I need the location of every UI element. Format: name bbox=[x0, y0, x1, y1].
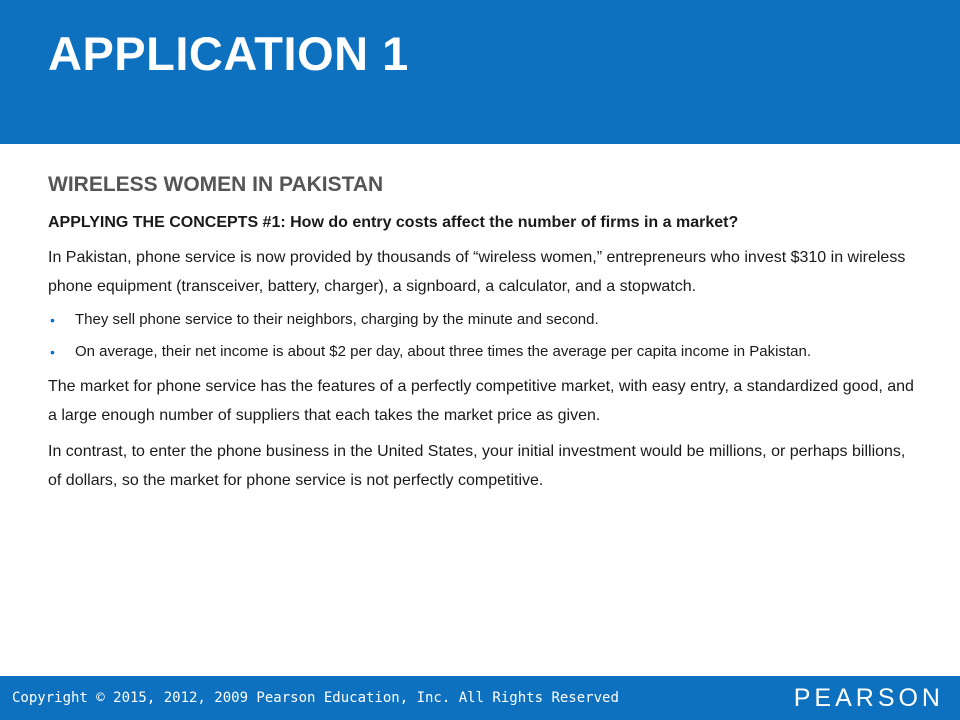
header-banner bbox=[0, 0, 960, 144]
paragraph-market: The market for phone service has the features of a perfectly competitive market, with easy entry, a standardized good, and a large enough number of suppliers that each takes the market price as given. bbox=[48, 378, 914, 424]
slide-content bbox=[48, 170, 920, 502]
bullet-item bbox=[48, 340, 920, 364]
bullet-list bbox=[48, 308, 920, 364]
bullet-icon: • bbox=[50, 344, 55, 360]
bullet-text: On average, their net income is about $2 per day, about three times the average per capita income in Pakistan. bbox=[75, 343, 811, 360]
copyright-notice: Copyright © 2015, 2012, 2009 Pearson Education, Inc. All Rights Reserved bbox=[12, 690, 619, 706]
paragraph-contrast: In contrast, to enter the phone business in the United States, your initial investment would be millions, or perhaps billions, of dollars, so the market for phone service is not perfectly competitive. bbox=[48, 443, 906, 489]
footer-bar bbox=[0, 676, 960, 720]
paragraph-intro: In Pakistan, phone service is now provided by thousands of “wireless women,” entrepreneurs who invest $310 in wireless phone equipment (transceiver, battery, charger), a signboard, a calculator, and a stopwatch. bbox=[48, 249, 906, 295]
pearson-logo: PEARSON bbox=[793, 684, 944, 712]
bullet-icon: • bbox=[50, 312, 55, 328]
slide-subtitle: WIRELESS WOMEN IN PAKISTAN bbox=[48, 173, 384, 196]
bullet-item bbox=[48, 308, 920, 332]
slide-title: APPLICATION 1 bbox=[48, 27, 409, 80]
applying-concepts-heading: APPLYING THE CONCEPTS #1: How do entry costs affect the number of firms in a market? bbox=[48, 214, 739, 231]
bullet-text: They sell phone service to their neighbors, charging by the minute and second. bbox=[75, 311, 599, 328]
